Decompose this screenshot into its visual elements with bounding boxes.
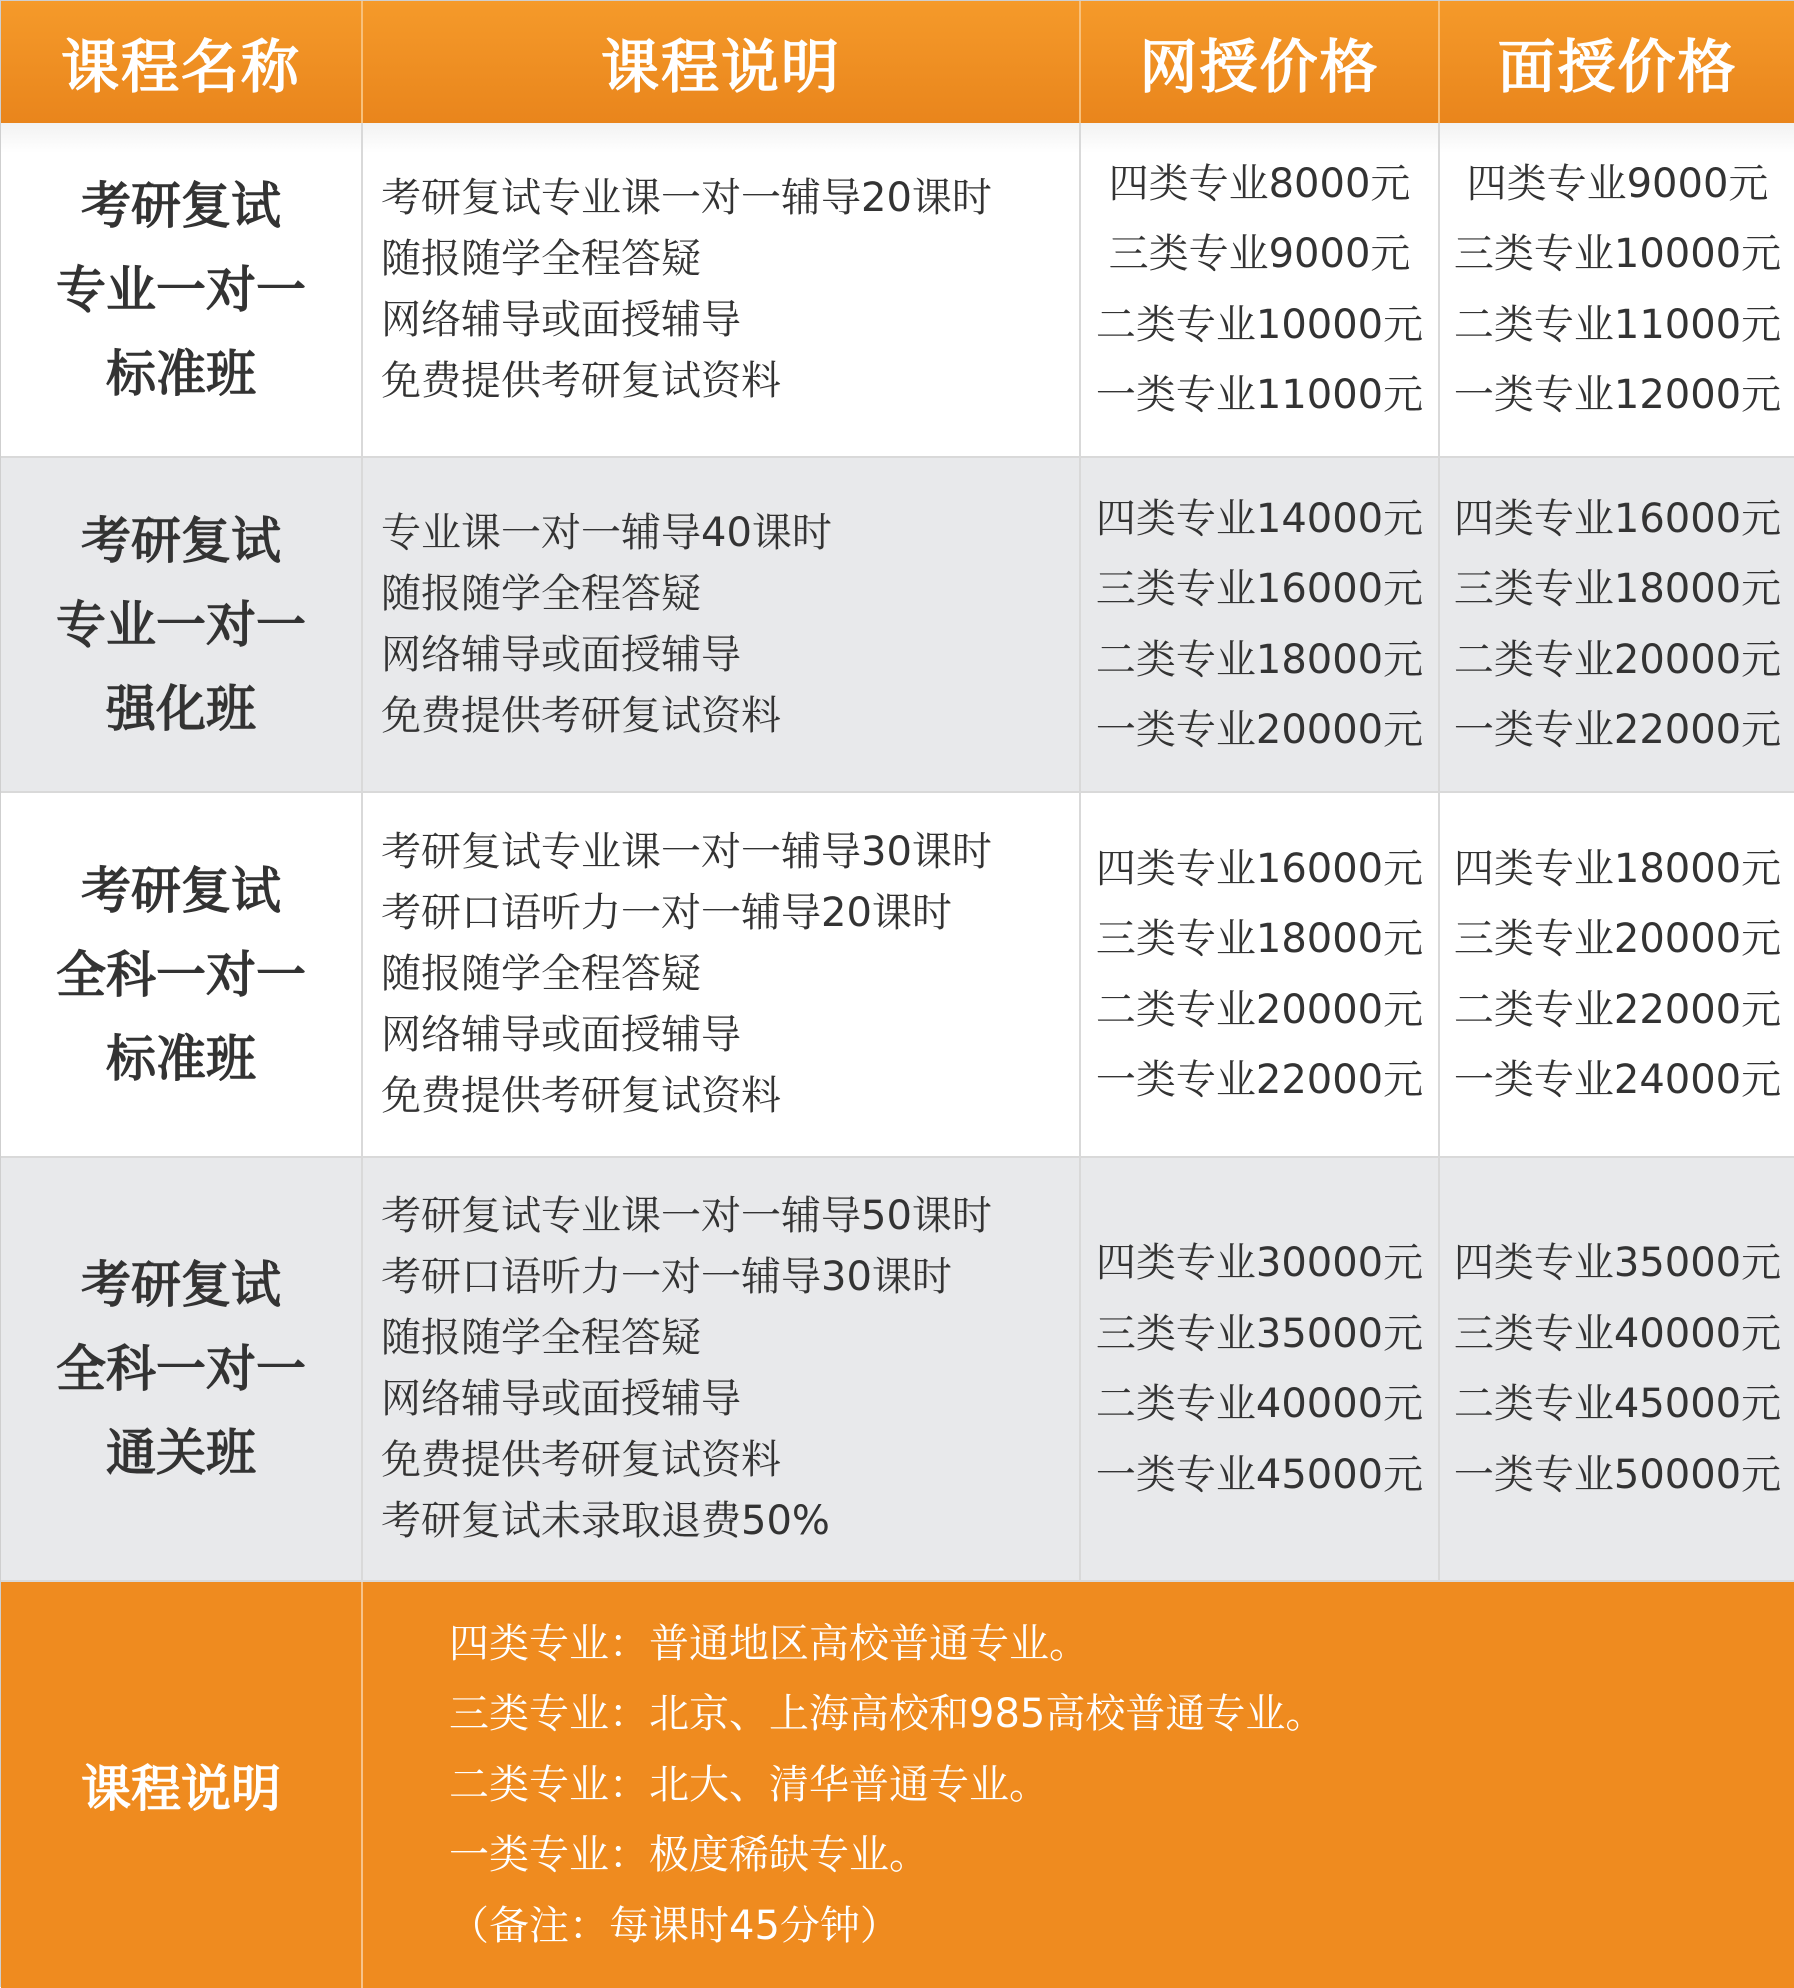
header-offline-price: 面授价格 [1440, 1, 1794, 123]
price-line: 一类专业11000元 [1095, 372, 1424, 418]
course-name-cell [1, 123, 363, 458]
online-price-cell [1081, 793, 1440, 1158]
price-line: 一类专业20000元 [1095, 707, 1424, 753]
description-line: 随报随学全程答疑 [381, 570, 701, 617]
description-line: 随报随学全程答疑 [381, 1315, 701, 1361]
course-name-line: 专业一对一 [56, 595, 306, 654]
price-line: 二类专业10000元 [1095, 301, 1424, 348]
price-line: 一类专业22000元 [1095, 1057, 1424, 1103]
price-line: 三类专业35000元 [1095, 1310, 1424, 1357]
course-description-cell [363, 1158, 1081, 1582]
price-line: 四类专业16000元 [1453, 495, 1782, 542]
price-line: 三类专业40000元 [1453, 1310, 1782, 1357]
footer-notes [363, 1582, 1794, 1988]
course-name-line: 考研复试 [81, 176, 281, 235]
price-line: 三类专业18000元 [1453, 566, 1782, 612]
course-name-line: 标准班 [106, 344, 256, 403]
price-line: 四类专业16000元 [1095, 845, 1424, 892]
course-name-line: 通关班 [106, 1424, 256, 1482]
course-name-line: 专业一对一 [56, 260, 306, 319]
price-line: 三类专业16000元 [1095, 566, 1424, 612]
header-online-price: 网授价格 [1081, 1, 1440, 123]
online-price-cell [1081, 458, 1440, 793]
course-name-line: 全科一对一 [56, 1340, 306, 1398]
price-line: 一类专业22000元 [1453, 707, 1782, 753]
offline-price-cell [1440, 123, 1794, 458]
price-line: 二类专业18000元 [1095, 636, 1424, 683]
price-line: 三类专业20000元 [1453, 916, 1782, 962]
description-line: 网络辅导或面授辅导 [381, 296, 741, 343]
price-line: 一类专业12000元 [1453, 372, 1782, 418]
header-course-description: 课程说明 [363, 1, 1081, 123]
course-name-cell [1, 458, 363, 793]
price-line: 四类专业35000元 [1453, 1240, 1782, 1286]
course-name-cell [1, 793, 363, 1158]
offline-price-cell [1440, 793, 1794, 1158]
description-line: 专业课一对一辅导40课时 [381, 509, 832, 556]
price-line: 一类专业45000元 [1095, 1451, 1424, 1498]
online-price-cell [1081, 1158, 1440, 1582]
price-line: 二类专业22000元 [1453, 986, 1782, 1033]
description-line: 考研口语听力一对一辅导20课时 [381, 890, 952, 936]
footer-label: 课程说明 [1, 1582, 363, 1988]
price-line: 四类专业30000元 [1095, 1240, 1424, 1286]
course-name-line: 全科一对一 [56, 945, 306, 1004]
description-line: 免费提供考研复试资料 [381, 1437, 781, 1483]
offline-price-cell [1440, 1158, 1794, 1582]
price-line: 二类专业11000元 [1453, 301, 1782, 348]
price-line: 四类专业14000元 [1095, 495, 1424, 542]
course-description-cell [363, 123, 1081, 458]
price-line: 三类专业18000元 [1095, 916, 1424, 962]
price-line: 二类专业40000元 [1095, 1381, 1424, 1427]
price-line: 四类专业9000元 [1466, 160, 1769, 207]
description-line: 考研复试未录取退费50% [381, 1498, 830, 1544]
price-line: 二类专业20000元 [1453, 636, 1782, 683]
course-name-line: 标准班 [106, 1029, 256, 1088]
description-line: 免费提供考研复试资料 [381, 357, 781, 404]
description-line: 随报随学全程答疑 [381, 235, 701, 282]
description-line: 考研口语听力一对一辅导30课时 [381, 1254, 952, 1300]
description-line: 免费提供考研复试资料 [381, 692, 781, 739]
price-line: 三类专业9000元 [1108, 231, 1411, 277]
price-line: 四类专业8000元 [1108, 160, 1411, 207]
price-line: 二类专业45000元 [1453, 1381, 1782, 1427]
description-line: 网络辅导或面授辅导 [381, 631, 741, 678]
price-line: 一类专业50000元 [1453, 1451, 1782, 1498]
footer-note: （备注：每课时45分钟） [449, 1902, 900, 1949]
course-name-line: 强化班 [106, 679, 256, 738]
description-line: 考研复试专业课一对一辅导20课时 [381, 174, 992, 221]
online-price-cell [1081, 123, 1440, 458]
header-course-name: 课程名称 [1, 1, 363, 123]
footer-note: 一类专业：极度稀缺专业。 [449, 1832, 929, 1879]
course-name-line: 考研复试 [81, 861, 281, 920]
footer-note: 四类专业：普通地区高校普通专业。 [449, 1620, 1089, 1667]
footer-note: 二类专业：北大、清华普通专业。 [449, 1761, 1049, 1808]
price-line: 二类专业20000元 [1095, 986, 1424, 1033]
course-description-cell [363, 458, 1081, 793]
price-line: 一类专业24000元 [1453, 1057, 1782, 1103]
offline-price-cell [1440, 458, 1794, 793]
description-line: 免费提供考研复试资料 [381, 1073, 781, 1119]
course-name-line: 考研复试 [81, 1256, 281, 1314]
course-description-cell [363, 793, 1081, 1158]
description-line: 考研复试专业课一对一辅导30课时 [381, 829, 992, 875]
description-line: 网络辅导或面授辅导 [381, 1376, 741, 1422]
course-name-cell [1, 1158, 363, 1582]
price-line: 三类专业10000元 [1453, 231, 1782, 277]
price-line: 四类专业18000元 [1453, 845, 1782, 892]
description-line: 网络辅导或面授辅导 [381, 1012, 741, 1058]
description-line: 随报随学全程答疑 [381, 951, 701, 997]
footer-note: 三类专业：北京、上海高校和985高校普通专业。 [449, 1691, 1326, 1738]
description-line: 考研复试专业课一对一辅导50课时 [381, 1193, 992, 1239]
course-name-line: 考研复试 [81, 511, 281, 570]
